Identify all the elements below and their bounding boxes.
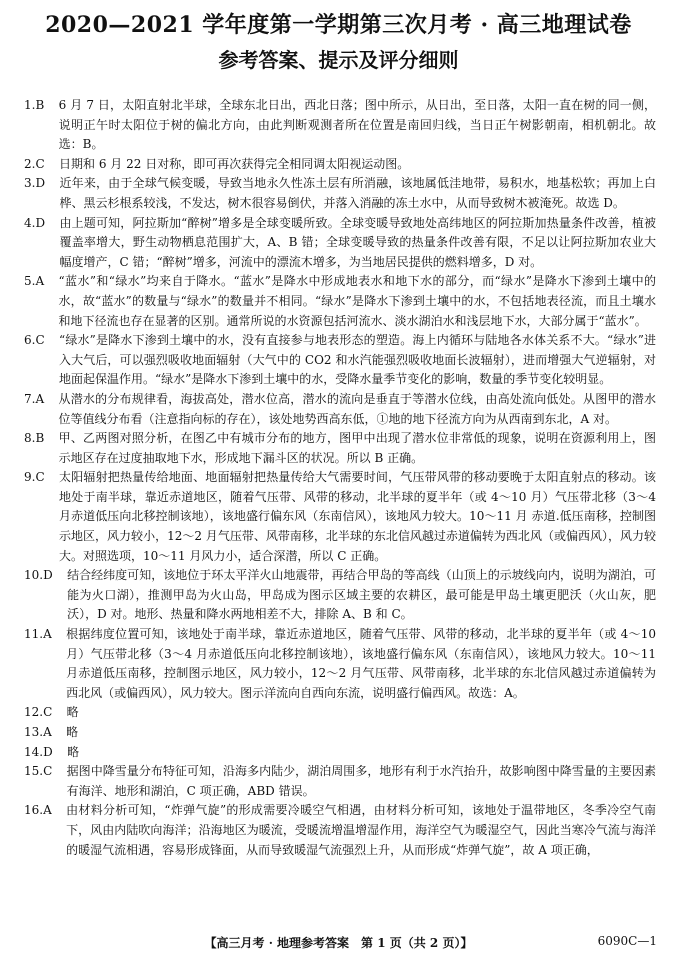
answer-number: 15.C <box>24 764 53 779</box>
answer-text: 略 <box>66 705 79 720</box>
answer-number: 7.A <box>24 391 45 406</box>
answer-text: 近年来，由于全球气候变暖，导致当地永久性冻土层有所消融，该地属低洼地带，易积水，地基松软；再加上白桦、黑云杉根系较浅，不发达，树木很容易倒伏，并落入消融的冻土水中，从而导致树木被淹死。故选 D。 <box>59 176 656 210</box>
answer-item <box>24 625 656 703</box>
answer-text: 日期和 6 月 22 日对称，即可再次获得完全相同调太阳视运动图。 <box>59 156 410 171</box>
answer-text: 太阳辐射把热量传给地面、地面辐射把热量传给大气需要时间，气压带风带的移动要晚于太阳直射点的移动。该地处于南半球，靠近赤道地区，随着气压带、风带的移动，北半球的夏半年（或 4～10 月）气压带北移（3～4 月赤道低压向北移控制该地），该地盛行偏东风（东南信风），该地风力较大。10～11 月 赤道.低压南移，控制图示地区，风力较小，12～2 月气压带、风带南移，北半球的东北信风越过赤道偏转为西北风（或偏西风），风力较大。对照选项，10～11 月风力小，适合深潜，所以 C 正确。 <box>59 470 656 563</box>
answer-item <box>24 723 656 743</box>
answer-number: 14.D <box>24 744 53 759</box>
answer-item <box>24 155 656 175</box>
answer-text: 据图中降雪量分布特征可知，沿海多内陆少，湖泊周围多，地形有利于水汽抬升，故影响图中降雪量的主要因素有海洋、地形和湖泊，C 项正确，ABD 错误。 <box>66 764 656 798</box>
answer-item <box>24 214 656 273</box>
answer-item <box>24 390 656 429</box>
answer-number: 3.D <box>24 176 46 191</box>
answer-text: 根据纬度位置可知，该地处于南半球，靠近赤道地区，随着气压带、风带的移动，北半球的夏半年（或 4～10 月）气压带北移（3～4 月赤道低压向北移控制该地），该地盛行偏东风（东南信风），该地风力较大。10～11 月赤道低压南移，控制图示地区，风力较小，12～2 月气压带、风带南移，北半球的东北信风越过赤道偏转为西北风（或偏西风），风力较大。图示洋流向自西向东流，说明盛行偏西风。故选：A。 <box>66 627 656 700</box>
answer-number: 16.A <box>24 803 52 818</box>
answer-item <box>24 272 656 331</box>
answer-text: 由材料分析可知，“炸弹气旋”的形成需要冷暖空气相遇，由材料分析可知，该地处于温带地区，冬季冷空气南下，风由内陆吹向海洋；沿海地区为暖流，受暖流增温增湿作用，海洋空气为暖湿空气，因此当寒冷气流与海洋的暖湿气流相遇，容易形成锋面，从而导致暖湿气流强烈上升，从而形成“炸弹气旋”，故 A 项正确， <box>66 803 656 857</box>
answer-item <box>24 174 656 213</box>
answer-text: “绿水”是降水下渗到土壤中的水，没有直接参与地表形态的塑造。海上内循环与陆地各水体关系不大。“绿水”进入大气后，可以强烈吸收地面辐射（大气中的 CO2 和水汽能强烈吸收地面长波辐射），进而增强大气逆辐射，对地面起保温作用。“绿水”是降水下渗到土壤中的水，受降水量季节变化的影响，数量的季节变化较明显。 <box>59 333 656 387</box>
answer-item <box>24 762 656 801</box>
answer-number: 8.B <box>24 431 45 446</box>
answer-number: 13.A <box>24 725 52 739</box>
answer-number: 6.C <box>24 333 45 348</box>
answer-number: 5.A <box>24 274 45 289</box>
answer-item <box>24 801 656 860</box>
answer-item <box>24 743 656 763</box>
answer-number: 1.B <box>24 98 45 112</box>
answer-item <box>24 429 656 468</box>
answer-list <box>24 96 656 860</box>
answer-text: 6 月 7 日，太阳直射北半球，全球东北日出，西北日落；图中所示，从日出，至日落，太阳一直在树的同一侧，说明正午时太阳位于树的偏北方向，由此判断观测者所在位置是南回归线，当日正午树影朝南，相机朝北。故选：B。 <box>58 98 656 152</box>
answer-number: 10.D <box>24 568 53 583</box>
page-code: 6090C—1 <box>597 934 657 948</box>
answer-text: 从潜水的分布规律看，海拔高处，潜水位高，潜水的流向是垂直于等潜水位线，由高处流向低处。从图甲的潜水位等值线分布看（注意指向标的存在），该处地势西高东低，①地的地下径流方向为从西南到东北，A 对。 <box>58 391 656 426</box>
page-footer: 【高三月考 · 地理参考答案 第 1 页（共 2 页）】 <box>204 936 473 950</box>
answer-item <box>24 566 656 625</box>
answer-number: 4.D <box>24 215 46 230</box>
answer-number: 9.C <box>24 470 45 485</box>
answer-item <box>24 331 656 390</box>
answer-text: 略 <box>66 725 79 739</box>
answer-text: “蓝水”和“绿水”均来自于降水。“蓝水”是降水中形成地表水和地下水的部分，而“绿水”是降水下渗到土壤中的水，故“蓝水”的数量与“绿水”的数量并不相同。“绿水”是降水下渗到土壤中的水，不包括地表径流，而且土壤水和地下径流也存在显著的区别。通常所说的水资源包括河流水、淡水湖泊水和浅层地下水，大部分属于“蓝水”。 <box>58 274 656 328</box>
document-subtitle: 参考答案、提示及评分细则 <box>218 48 459 72</box>
answer-item <box>24 703 656 723</box>
answer-text: 由上题可知，阿拉斯加“醉树”增多是全球变暖所致。全球变暖导致地处高纬地区的阿拉斯加热量条件改善，植被覆盖率增大，野生动物栖息范围扩大，A、B 错；全球变暖导致的热量条件改善有限，不足以让阿拉斯加农业大幅度增产，C 错；“醉树”增多，河流中的漂流木增多，为当地居民提供的燃料增多，D 对。 <box>59 215 656 269</box>
answer-number: 2.C <box>24 156 45 171</box>
answer-text: 略 <box>67 744 80 759</box>
answer-text: 结合经纬度可知，该地位于环太平洋火山地震带，再结合甲岛的等高线（山顶上的示坡线向内，说明为湖泊，可能为火口湖），推测甲岛为火山岛，甲岛成为图示区域主要的农耕区，最可能是甲岛土壤更肥沃（火山灰，肥沃），D 对。地形、热量和降水两地相差不大，排除 A、B 和 C。 <box>67 568 656 622</box>
answer-number: 11.A <box>24 627 52 642</box>
document-title: 2020—2021 学年度第一学期第三次月考 · 高三地理试卷 <box>45 12 632 38</box>
answer-number: 12.C <box>24 705 53 720</box>
answer-item <box>24 96 656 155</box>
answer-text: 甲、乙两图对照分析，在图乙中有城市分布的地方，图甲中出现了潜水位非常低的现象，说明在资源利用上，图示地区存在过度抽取地下水，形成地下漏斗区的状况。所以 B 正确。 <box>58 431 656 465</box>
answer-item <box>24 468 656 566</box>
